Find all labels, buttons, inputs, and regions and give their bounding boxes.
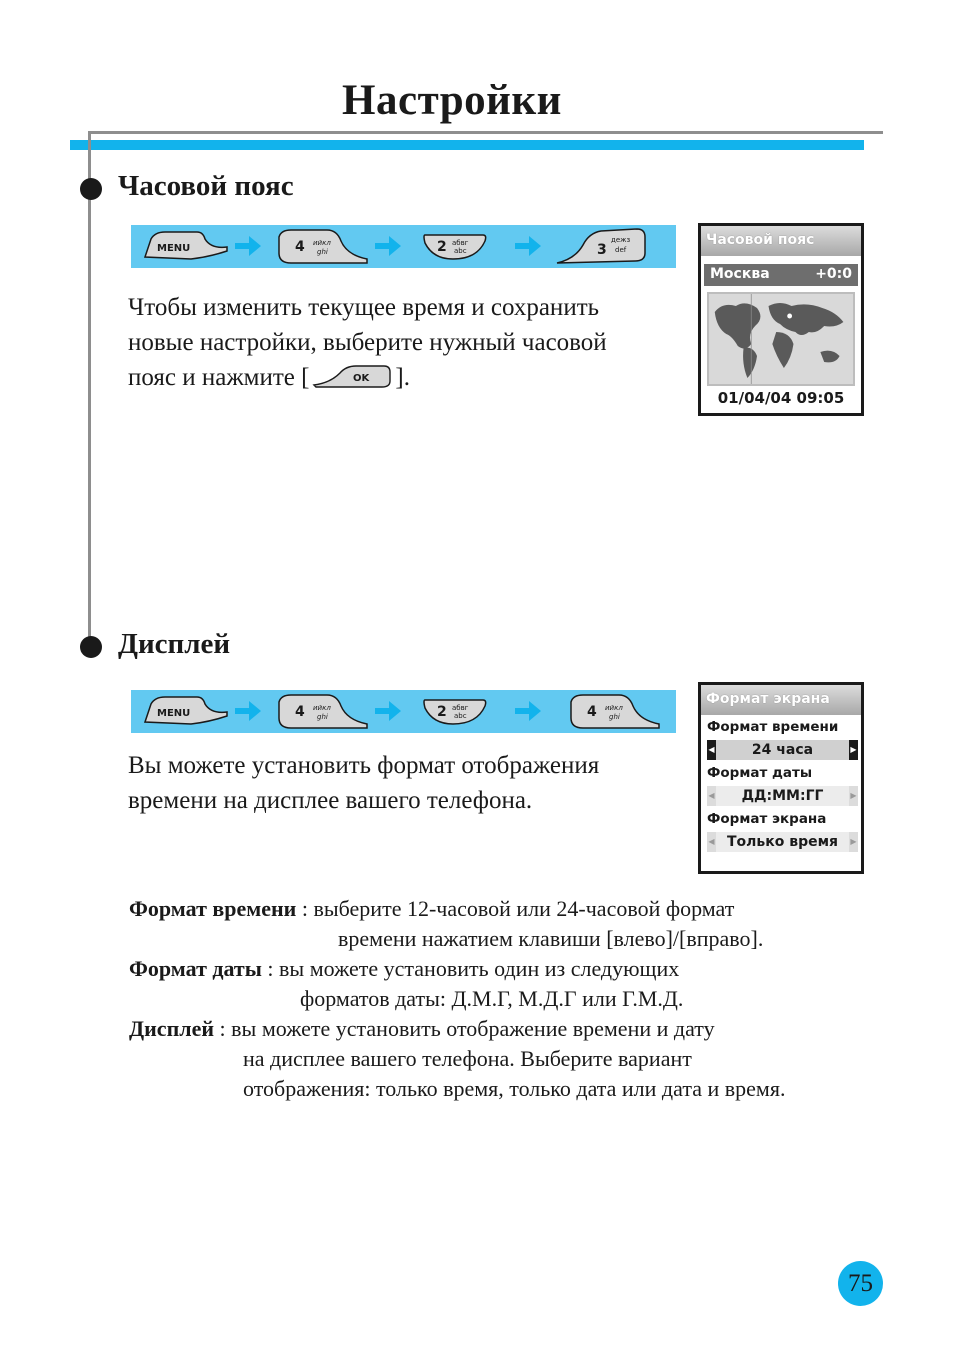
svg-text:2: 2 [437,704,447,720]
svg-text:abc: abc [454,247,467,255]
key-2-icon [424,235,486,259]
title-rule-blue [70,140,864,150]
svg-text:абвг: абвг [452,704,469,712]
key-3-icon [557,229,645,263]
description-term: Формат даты [129,956,262,981]
menu-key-label: MENU [157,243,191,254]
timezone-city: Москва [710,266,770,282]
description-term: Формат времени [129,896,297,921]
description-display [129,1014,785,1104]
description-line: времени нажатием клавиши [влево]/[вправо]. [338,926,764,951]
text-line: времени на дисплее вашего телефона. [128,787,533,814]
arrow-right-icon [375,701,401,721]
time-format-value: 24 часа [751,742,814,758]
text-line: пояс и нажмите [ OK ]. [128,364,410,391]
svg-text:3: 3 [597,242,607,258]
world-map-icon [707,292,855,386]
text-line: новые настройки, выберите нужный часовой [128,329,607,356]
left-arrow-icon[interactable]: ◀ [707,786,716,806]
screen-format-label: Формат экрана [707,811,827,827]
svg-text:ийкл: ийкл [313,239,331,247]
menu-key-icon [145,232,227,259]
right-arrow-icon[interactable]: ▶ [849,786,858,806]
description-line: форматов даты: Д.М.Г, М.Д.Г или Г.М.Д. [300,986,684,1011]
arrow-right-icon [235,236,261,256]
phone-screen-display-format [698,682,864,874]
screen-format-selector[interactable] [707,832,858,852]
key-4-icon [279,230,367,263]
timezone-offset: +0:0 [815,266,852,282]
svg-text:2: 2 [437,239,447,255]
screen-format-value: Только время [726,834,839,850]
timezone-instructions [128,290,607,395]
arrow-right-icon [235,701,261,721]
left-arrow-icon[interactable]: ◀ [707,832,716,852]
section-bullet [80,636,102,658]
section-bullet [80,178,102,200]
key-4-icon [571,695,659,728]
svg-text:def: def [615,246,627,254]
key-sequence-display [131,690,676,733]
arrow-right-icon [515,701,541,721]
right-arrow-icon[interactable]: ▶ [849,740,858,760]
ok-key-icon [310,363,394,389]
svg-text:ghi: ghi [609,713,620,721]
description-line: Формат времени : выберите 12-часовой или 24-часовой формат [129,896,735,921]
description-time-format [129,894,763,954]
svg-text:OK: OK [353,373,370,385]
date-format-label: Формат даты [707,765,813,781]
description-line: отображения: только время, только дата или дата и время. [243,1076,786,1101]
svg-text:4: 4 [295,239,305,255]
svg-text:дежз: дежз [611,236,631,244]
key-4-icon [279,695,367,728]
screen-datetime: 01/04/04 09:05 [717,389,845,407]
svg-text:ghi: ghi [317,248,328,256]
text-line: Чтобы изменить текущее время и сохранить [128,294,600,321]
arrow-right-icon [515,236,541,256]
right-arrow-icon[interactable]: ▶ [849,832,858,852]
time-format-selector[interactable] [707,740,858,760]
page-number: 75 [838,1261,883,1306]
section-heading-timezone: Часовой пояс [118,170,294,202]
section-connector-line [88,131,91,641]
title-rule-grey [89,131,883,134]
screen-header: Формат экрана [701,685,861,715]
svg-text:4: 4 [295,704,305,720]
display-instructions [128,748,599,818]
time-format-label: Формат времени [707,719,839,735]
timezone-city-row [704,264,858,286]
description-term: Дисплей [129,1016,215,1041]
page-title: Настройки [342,77,562,124]
text-line: Вы можете установить формат отображения [128,752,600,779]
svg-text:MENU: MENU [157,708,191,719]
svg-text:ийкл: ийкл [313,704,331,712]
screen-header: Часовой пояс [701,226,861,256]
key-sequence-timezone [131,225,676,268]
date-format-selector[interactable] [707,786,858,806]
svg-text:4: 4 [587,704,597,720]
svg-text:ийкл: ийкл [605,704,623,712]
description-date-format [129,954,683,1014]
svg-text:абвг: абвг [452,239,469,247]
menu-key-icon [145,697,227,724]
section-heading-display: Дисплей [118,628,231,660]
svg-text:abc: abc [454,712,467,720]
description-line: Дисплей : вы можете установить отображение времени и дату [129,1016,715,1041]
description-line: Формат даты : вы можете установить один из следующих [129,956,680,981]
date-format-value: ДД:ММ:ГГ [741,788,824,804]
svg-text:ghi: ghi [317,713,328,721]
key-2-icon [424,700,486,724]
arrow-right-icon [375,236,401,256]
left-arrow-icon[interactable]: ◀ [707,740,716,760]
phone-screen-timezone [698,223,864,416]
description-line: на дисплее вашего телефона. Выберите вариант [243,1046,692,1071]
